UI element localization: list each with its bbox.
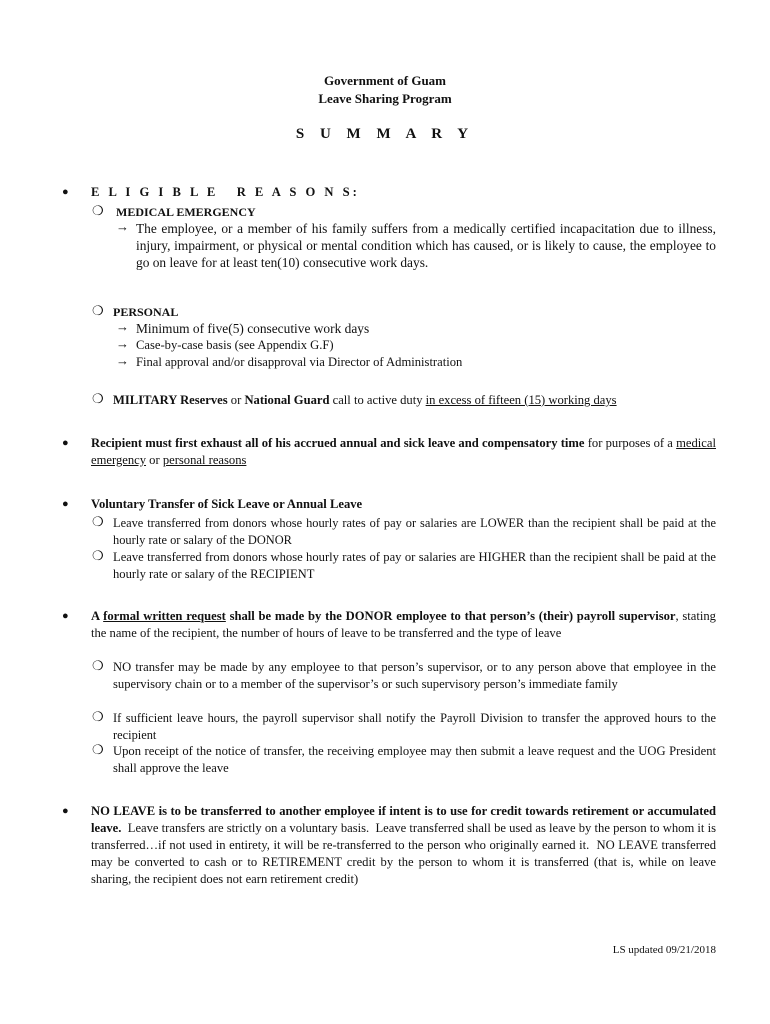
military-label: MILITARY Reserves <box>113 393 228 407</box>
medical-emergency-text: The employee, or a member of his family suffers from a medically certified incapacitation due to illness, injury, impairment, or physical or mental condition which has caused, or is likely to cause, the employee to go on leave for at least ten(10) consecutive work days. <box>136 221 716 270</box>
arrow-icon: → <box>116 353 129 368</box>
header-line-2: Leave Sharing Program <box>318 91 452 106</box>
request-item: NO transfer may be made by any employee to that person’s supervisor, or to any person above that employee in the supervisory chain or to a member of the supervisor’s or such supervisory person’s immediate family <box>113 660 716 691</box>
no-leave-bold: NO LEAVE is to be transferred to another employee if intent is to use for credit towards retirement or accumulated leave. <box>91 804 716 835</box>
request-bold: shall be made by the DONOR employee to that person’s (their) payroll supervisor <box>225 609 676 623</box>
bullet-icon: ● <box>62 437 69 449</box>
recipient-text-1: for purposes of a <box>584 436 677 450</box>
personal-item: Final approval and/or disapproval via Director of Administration <box>136 355 463 369</box>
no-leave-paragraph <box>91 803 720 888</box>
bullet-icon: ● <box>62 498 69 510</box>
military-duration: in excess of fifteen (15) working days <box>425 393 617 407</box>
voluntary-item: Leave transferred from donors whose hourly rates of pay or salaries are LOWER than the recipient shall be paid at the hourly rate or salary of the DONOR <box>113 516 716 547</box>
military-line <box>113 392 733 409</box>
medical-emergency-label: MEDICAL EMERGENCY <box>116 205 256 219</box>
eligible-heading: E L I G I B L E R E A S O N S: <box>91 185 360 199</box>
circle-bullet-icon: ❍ <box>92 742 104 757</box>
personal-label: PERSONAL <box>113 305 179 319</box>
formal-request-label: formal written request <box>103 609 226 623</box>
bullet-icon: ● <box>62 610 69 622</box>
bullet-icon: ● <box>62 186 69 198</box>
request-a: A <box>91 609 104 623</box>
recipient-text-2: or <box>146 453 163 467</box>
footer-updated-date: LS updated 09/21/2018 <box>612 944 716 956</box>
circle-bullet-icon: ❍ <box>92 709 104 724</box>
arrow-icon: → <box>116 219 129 234</box>
military-or: or <box>227 393 245 407</box>
personal-item: Case-by-case basis (see Appendix G.F) <box>136 338 334 352</box>
page-title: S U M M A R Y <box>295 126 475 142</box>
military-text: call to active duty <box>329 393 426 407</box>
recipient-bold: Recipient must first exhaust all of his accrued annual and sick leave and compensatory time <box>91 436 585 450</box>
personal-item: Minimum of five(5) consecutive work days <box>136 321 370 336</box>
circle-bullet-icon: ❍ <box>92 303 104 318</box>
header-line-1: Government of Guam <box>323 73 447 88</box>
circle-bullet-icon: ❍ <box>92 391 104 406</box>
medical-emergency-link: medical emergency <box>91 436 716 467</box>
request-item: Upon receipt of the notice of transfer, the receiving employee may then submit a leave request and the UOG President shall approve the leave <box>113 744 716 775</box>
arrow-icon: → <box>116 336 129 351</box>
request-text: , stating the name of the recipient, the number of hours of leave to be transferred and the type of leave <box>91 609 716 640</box>
circle-bullet-icon: ❍ <box>92 203 104 218</box>
voluntary-item: Leave transferred from donors whose hourly rates of pay or salaries are HIGHER than the recipient shall be paid at the hourly rate or salary of the RECIPIENT <box>113 550 716 581</box>
voluntary-heading: Voluntary Transfer of Sick Leave or Annual Leave <box>91 497 363 511</box>
arrow-icon: → <box>116 319 129 334</box>
request-item: If sufficient leave hours, the payroll supervisor shall notify the Payroll Division to transfer the approved hours to the recipient <box>113 711 716 742</box>
recipient-paragraph <box>91 435 716 469</box>
bullet-icon: ● <box>62 805 69 817</box>
request-paragraph <box>91 608 716 642</box>
circle-bullet-icon: ❍ <box>92 658 104 673</box>
circle-bullet-icon: ❍ <box>92 548 104 563</box>
personal-reasons-link: personal reasons <box>162 453 247 467</box>
national-guard-label: National Guard <box>244 393 330 407</box>
no-leave-text: Leave transfers are strictly on a voluntary basis. Leave transferred shall be used as leave by the person to whom it is transferred…if not used in entirety, it will be re-transferred to the person who originally earned it. NO LEAVE transferred may be converted to cash or to RETIREMENT credit by the person to whom it is transferred (that is, while on leave sharing, the recipient does not earn retirement credit) <box>91 821 720 886</box>
circle-bullet-icon: ❍ <box>92 514 104 529</box>
